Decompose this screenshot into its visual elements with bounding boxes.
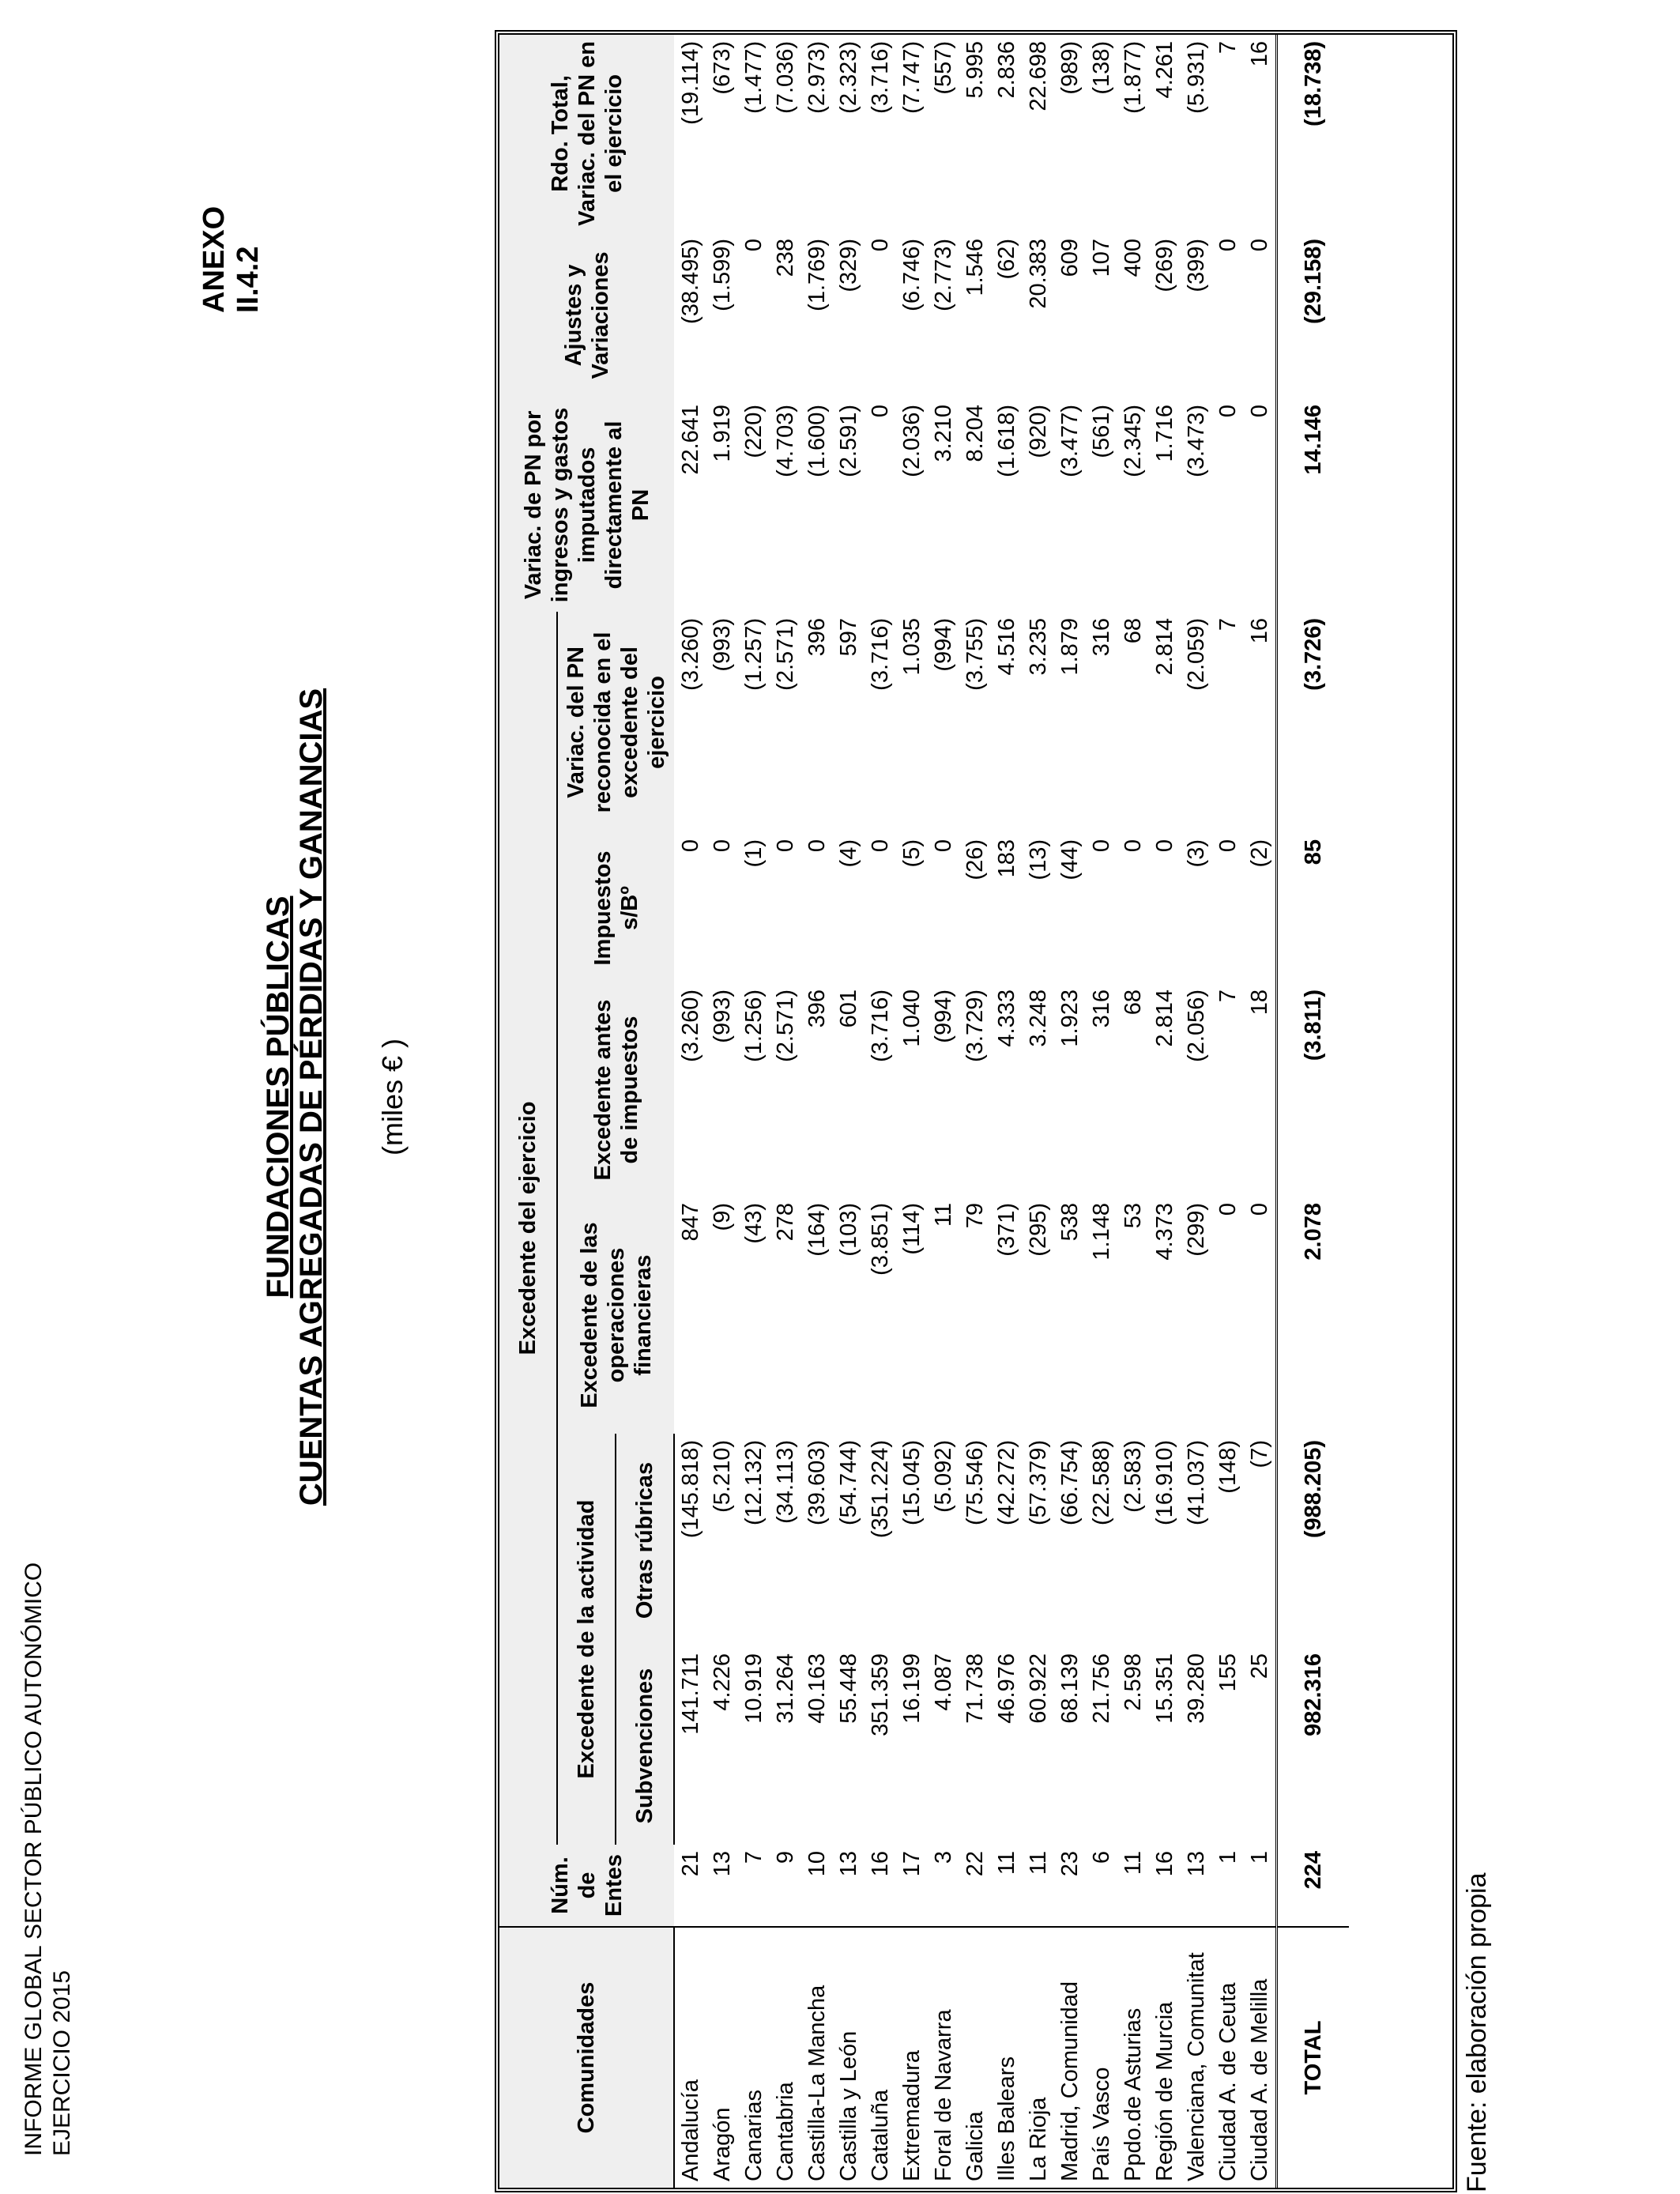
table-cell: 1.919 [710,404,735,462]
table-cell: (399) [1184,238,1209,292]
table-cell: (16.910) [1152,1440,1177,1526]
table-cell: (9) [710,1203,735,1231]
table-cell: (2) [1247,839,1272,868]
table-cell: 1.923 [1057,990,1083,1047]
table-cell: 20.383 [1026,238,1051,309]
table-cell: (164) [804,1203,830,1257]
table-cell: 16.199 [899,1653,925,1724]
table-cell: 0 [1215,839,1241,853]
table-cell: 21 [677,1851,703,1877]
table-cell: 0 [710,839,735,853]
table-cell: 4.516 [994,617,1019,676]
row-label: Cataluña [864,1927,896,2188]
table-cell: 13 [1184,1851,1209,1877]
table-cell: (3.260) [677,617,703,691]
table-cell: (2.973) [804,40,830,114]
table-cell: 0 [1215,1203,1241,1216]
report-year: EJERCICIO 2015 [49,1970,75,2156]
table-cell: 3.235 [1026,617,1051,676]
table-cell: (7.747) [899,40,925,114]
table-cell: 1 [1247,1851,1272,1864]
table-cell: 17 [899,1851,925,1877]
table-cell: 3.210 [931,404,956,462]
table-cell: (22.588) [1089,1440,1114,1526]
table-cell: 8.204 [962,404,988,462]
table-cell: 316 [1089,617,1114,657]
table-cell: (5.931) [1184,40,1209,114]
table-cell: 18 [1247,990,1272,1016]
table-cell: (148) [1215,1440,1241,1494]
table-cell: 7 [1215,990,1241,1003]
table-cell: 351.359 [868,1653,893,1736]
table-cell: 2.814 [1152,617,1177,676]
table-cell: (351.224) [868,1440,893,1539]
table-row [1117,35,1149,2188]
table-cell: (54.744) [836,1440,861,1526]
table-row [864,35,896,2188]
total-cell: (3.726) [1277,612,1350,833]
rotated-page: INFORME GLOBAL SECTOR PÚBLICO AUTONÓMICO EJERCICIO 2015 ANEXO II.4.2 FUNDACIONES PÚBLICAS CUENTAS AGREGADAS DE PÉRDIDAS Y GANANCIAS (miles € ) Comunidades Núm. de Entes Excedente del ejercicio Variac. de PN por ingresos y gastos imputados directamente al PN Ajustes y Variaciones Rdo. Total, Variac. del PN en el ejercicio Excedente de la actividad Excedente de las operaciones financieras Excedente antes de impuestos Impuestos s/Bº Variac. del PN reconocida en el excedente del ejercicio Subvenciones Otras rúbricas Andalucía 21 141.711 (145.818) 847 (3.260) 0 (3.260) 22.641 (38.495) (19.114) Aragón 13 4.226 (5.210) (9) (993) 0 (993) 1.919 (1.599) (673) Canarias 7 10.919 (12.132) (43) (1.256) (1) (1.257) (220) 0 (1.477) Cantabria 9 31.264 (34.113) 278 (2.571) 0 (2.571) (4.703) 238 (7.036) Castilla-La Mancha 10 40.163 (39.603) (164) 396 0 396 (1.600) (1.769) (2.973) Castilla y León 13 55.448 (54.744) (103) 601 (4) 597 (2.591) (329) (2.323) Cataluña 16 351.359 (351.224) (3.851) (3.716) 0 (3.716) 0 0 (3.716) Extremadura 17 16.199 (15.045) (114) 1.040 (5) 1.035 (2.036) (6.746) (7.747) Foral de Navarra 3 4.087 (5.092) 11 (994) 0 (994) 3.210 (2.773) (557) Galicia 22 71.738 (75.546) 79 (3.729) (26) (3.755) 8.204 1.546 5.995 Illes Balears 11 46.976 (42.272) (371) 4.333 183 4.516 (1.618) (62) 2.836 La Rioja 11 60.922 (57.379) (295) 3.248 (13) 3.235 (920) 20.383 22.698 Madrid, Comunidad 23 68.139 (66.754) 538 1.923 (44) 1.879 (3.477) 609 (989) País Vasco 6 21.756 (22.588) 1.148 316 0 316 (561) 107 (138) Ppdo.de Asturias 11 2.598 (2.583) 53 68 0 68 (2.345) 400 (1.877) Región de Murcia 16 15.351 (16.910) 4.373 2.814 0 2.814 1.716 (269) 4.261 Valenciana, Comunitat 13 39.280 (41.037) (299) (2.056) (3) (2.059) (3.473) (399) (5.931) Ciudad A. de Ceuta 1 155 (148) 0 7 0 7 0 0 7 Ciudad A. de Melilla 1 25 (7) 0 18 (2) 16 0 0 16 TOTAL 224 982.316 (988.205) 2.078 (3.811) 85 (3.726) 14.146 (29.158) (18.738) Fuente: elaboración propia [0,0,1680,2194]
table-cell: 1.035 [899,617,925,676]
table-cell: 25 [1247,1653,1272,1679]
table-cell: 7 [1215,40,1241,55]
table-cell: (4) [836,839,861,868]
header-variac-reconocida: Variac. del PN reconocida en el excedente del ejercicio [557,612,674,833]
table-cell: (7) [1247,1440,1272,1468]
table-row [674,35,706,2188]
table-cell: 79 [962,1203,988,1229]
header-excedente-ejercicio: Excedente del ejercicio [499,612,557,1845]
table-cell: (269) [1152,238,1177,292]
table-cell: (1.877) [1121,40,1146,114]
table-cell: 107 [1089,238,1114,277]
table-cell: (5.210) [710,1440,735,1513]
total-cell: 85 [1277,833,1350,983]
table-cell: 0 [1121,839,1146,853]
table-cell: 10 [804,1851,830,1877]
table-cell: 21.756 [1089,1653,1114,1724]
table-cell: (75.546) [962,1440,988,1526]
row-label: Extremadura [896,1927,928,2188]
table-cell: (989) [1057,40,1083,95]
table-cell: 396 [804,617,830,657]
header-ajustes: Ajustes y Variaciones [499,232,674,398]
table-cell: 11 [931,1203,956,1227]
table-cell: 0 [931,839,956,853]
table-cell: 4.333 [994,990,1019,1047]
row-label: Illes Balears [991,1927,1023,2188]
table-cell: 7 [1215,617,1241,631]
table-row [1149,35,1181,2188]
total-cell: (18.738) [1277,35,1350,232]
table-row [1023,35,1054,2188]
header-variac-ingresos: Variac. de PN por ingresos y gastos imputados directamente al PN [499,398,674,612]
total-cell: 14.146 [1277,398,1350,612]
row-label: Madrid, Comunidad [1054,1927,1086,2188]
table-row [833,35,864,2188]
table-cell: (993) [710,617,735,672]
table-cell: 22.641 [677,404,703,475]
table-cell: (1.257) [741,617,767,691]
table-cell: 0 [868,839,893,853]
table-cell: 0 [804,839,830,853]
table-cell: 601 [836,990,861,1028]
table-cell: 0 [868,238,893,252]
table-cell: (1.618) [994,404,1019,477]
table-cell: 53 [1121,1203,1146,1229]
header-num-entes: Núm. de Entes [499,1845,674,1927]
table-cell: (3.477) [1057,404,1083,477]
table-cell: 23 [1057,1851,1083,1877]
table-cell: 6 [1089,1851,1114,1864]
table-cell: 1.546 [962,238,988,296]
table-cell: (2.773) [931,238,956,311]
table-cell: 238 [773,238,798,277]
total-cell: (988.205) [1277,1434,1350,1647]
table-row [1086,35,1117,2188]
table-cell: (43) [741,1203,767,1244]
table-row [896,35,928,2188]
table-cell: 2.814 [1152,990,1177,1047]
row-label: Región de Murcia [1149,1927,1181,2188]
table-cell: (39.603) [804,1440,830,1526]
table-row [738,35,770,2188]
table-cell: 0 [1247,404,1272,418]
table-cell: (2.323) [836,40,861,114]
table-cell: (295) [1026,1203,1051,1257]
table-cell: (2.056) [1184,990,1209,1062]
table-cell: 11 [1121,1851,1146,1875]
table-cell: 68.139 [1057,1653,1083,1724]
table-cell: 3.248 [1026,990,1051,1047]
table-cell: 1.716 [1152,404,1177,462]
table-cell: 60.922 [1026,1653,1051,1724]
table-cell: (1.477) [741,40,767,114]
table-cell: (3.851) [868,1203,893,1276]
table-cell: (44) [1057,839,1083,880]
table-cell: 0 [868,404,893,418]
header-excedente-actividad: Excedente de la actividad [557,1434,616,1845]
table-cell: (1.599) [710,238,735,311]
table-cell: (103) [836,1203,861,1257]
table-cell: (3.716) [868,990,893,1062]
table-cell: 0 [773,839,798,853]
table-cell: 40.163 [804,1653,830,1724]
table-cell: 597 [836,617,861,657]
table-cell: (3.473) [1184,404,1209,477]
table-cell: 13 [836,1851,861,1877]
table-cell: (34.113) [773,1440,798,1524]
table-cell: (62) [994,238,1019,280]
table-cell: (1.256) [741,990,767,1062]
table-cell: (38.495) [677,238,703,324]
table-cell: 0 [1215,238,1241,252]
table-cell: 22 [962,1851,988,1877]
table-cell: (138) [1089,40,1114,95]
table-cell: 1.148 [1089,1203,1114,1261]
table-cell: 68 [1121,617,1146,644]
table-cell: (1.600) [804,404,830,477]
table-cell: (41.037) [1184,1440,1209,1526]
row-label: Aragón [706,1927,738,2188]
table-cell: 16 [1247,617,1272,644]
source-note: Fuente: elaboración propia [1462,1872,1492,2192]
total-cell: (3.811) [1277,983,1350,1197]
table-cell: 2.598 [1121,1653,1146,1711]
row-label: Andalucía [674,1927,706,2188]
table-cell: 3 [931,1851,956,1864]
table-cell: 0 [741,238,767,252]
table-cell: 316 [1089,990,1114,1028]
table-cell: 0 [1247,238,1272,252]
table-cell: 16 [1152,1851,1177,1877]
table-cell: 141.711 [678,1653,703,1735]
table-cell: 155 [1215,1653,1241,1692]
table-cell: 183 [994,839,1019,878]
table-cell: (12.132) [741,1440,767,1526]
table-cell: 11 [1026,1851,1051,1875]
table-cell: 4.261 [1152,40,1177,99]
table-cell: (19.114) [677,40,703,125]
table-cell: 22.698 [1026,40,1051,111]
table-cell: (2.345) [1121,404,1146,477]
table-cell: 1.879 [1057,617,1083,676]
table-cell: (66.754) [1057,1440,1083,1526]
table-cell: 4.226 [710,1653,735,1711]
table-cell: 71.738 [962,1653,988,1724]
table-row [770,35,801,2188]
total-cell: 224 [1277,1845,1350,1927]
table-cell: 68 [1121,990,1146,1016]
table-row [706,35,738,2188]
table-cell: (42.272) [994,1440,1019,1526]
header-comunidades: Comunidades [499,1927,674,2188]
table-cell: 4.087 [931,1653,956,1711]
header-otras-rubricas: Otras rúbricas [616,1434,674,1647]
row-label: Ciudad A. de Melilla [1244,1927,1277,2188]
total-cell: (29.158) [1277,232,1350,398]
table-cell: 2.836 [994,40,1019,99]
table-cell: 0 [677,839,703,853]
table-cell: 31.264 [773,1653,798,1724]
table-row [991,35,1023,2188]
table-cell: (3.260) [677,990,703,1062]
table-cell: 0 [1089,839,1114,853]
table-cell: 0 [1152,839,1177,853]
table-cell: (673) [710,40,735,95]
table-cell: 396 [804,990,830,1028]
table-cell: 13 [710,1851,735,1877]
table-row [1212,35,1244,2188]
table-cell: (15.045) [899,1440,925,1526]
total-row [1277,35,1350,2188]
table-cell: (220) [741,404,767,458]
table-cell: (2.571) [773,617,798,691]
table-cell: (5.092) [931,1440,956,1513]
table-cell: (13) [1026,839,1051,880]
table-cell: (1.769) [804,238,830,311]
row-label: Foral de Navarra [928,1927,959,2188]
table-cell: (993) [710,990,735,1043]
header-rdo-total: Rdo. Total, Variac. del PN en el ejercicio [499,35,674,232]
table-cell: 15.351 [1152,1653,1177,1724]
table-cell: (994) [931,990,956,1043]
row-label: Castilla y León [833,1927,864,2188]
row-label: Canarias [738,1927,770,2188]
table-cell: (5) [899,839,925,868]
row-label: La Rioja [1023,1927,1054,2188]
table-cell: 0 [1247,1203,1272,1216]
table-cell: (145.818) [678,1440,703,1539]
table-cell: (3) [1184,839,1209,868]
total-label: TOTAL [1277,1927,1350,2188]
table-cell: 847 [677,1203,703,1242]
table-cell: 11 [994,1851,1019,1875]
table-cell: 609 [1057,238,1083,277]
table-cell: 9 [773,1851,798,1864]
table-cell: (3.729) [962,990,988,1062]
data-table [499,35,1349,2188]
page-title: FUNDACIONES PÚBLICAS [261,895,296,1299]
table-cell: (2.591) [836,404,861,477]
table-cell: (2.583) [1121,1440,1146,1513]
table-cell: (994) [931,617,956,672]
data-table-frame [495,30,1457,2192]
table-row [1244,35,1277,2188]
table-body [674,35,1277,2188]
table-cell: (2.059) [1184,617,1209,691]
table-cell: 1 [1215,1851,1241,1864]
header-exc-antes-imp: Excedente antes de impuestos [557,983,674,1197]
table-cell: (3.755) [962,617,988,691]
table-row [801,35,833,2188]
table-cell: (2.571) [773,990,798,1062]
table-cell: (557) [931,40,956,95]
table-cell: (329) [836,238,861,292]
row-label: Galicia [959,1927,991,2188]
table-cell: 46.976 [994,1653,1019,1724]
table-row [1054,35,1086,2188]
table-cell: 4.373 [1152,1203,1177,1261]
table-cell: 400 [1121,238,1146,277]
table-cell: (26) [962,839,988,880]
table-cell: (7.036) [773,40,798,114]
row-label: Valenciana, Comunitat [1181,1927,1212,2188]
table-row [928,35,959,2188]
table-cell: 7 [741,1851,767,1864]
table-cell: 39.280 [1184,1653,1209,1724]
table-cell: (299) [1184,1203,1209,1257]
total-cell: 2.078 [1277,1197,1350,1434]
table-cell: 16 [1247,40,1272,67]
table-cell: 538 [1057,1203,1083,1242]
header-subvenciones: Subvenciones [616,1647,674,1845]
row-label: Cantabria [770,1927,801,2188]
table-row [959,35,991,2188]
table-cell: (3.716) [868,617,893,691]
table-cell: (920) [1026,404,1051,458]
table-cell: 278 [773,1203,798,1242]
row-label: País Vasco [1086,1927,1117,2188]
report-header: INFORME GLOBAL SECTOR PÚBLICO AUTONÓMICO [21,1562,47,2156]
page-subtitle: CUENTAS AGREGADAS DE PÉRDIDAS Y GANANCIAS [294,688,329,1506]
table-cell: (3.716) [868,40,893,114]
row-label: Ppdo.de Asturias [1117,1927,1149,2188]
table-cell: 55.448 [836,1653,861,1724]
units-label: (miles € ) [376,1039,409,1156]
table-cell: (2.036) [899,404,925,477]
table-cell: (57.379) [1026,1440,1051,1526]
table-cell: (114) [899,1203,925,1255]
table-cell: 5.995 [962,40,988,99]
row-label: Castilla-La Mancha [801,1927,833,2188]
table-row [1181,35,1212,2188]
header-exc-oper-fin: Excedente de las operaciones financieras [557,1197,674,1434]
header-impuestos: Impuestos s/Bº [557,833,674,983]
row-label: Ciudad A. de Ceuta [1212,1927,1244,2188]
table-cell: 16 [868,1851,893,1877]
table-cell: (1) [741,839,767,868]
table-cell: (4.703) [773,404,798,477]
table-cell: (371) [994,1203,1019,1257]
table-cell: (6.746) [899,238,925,311]
total-cell: 982.316 [1277,1647,1350,1845]
table-cell: 0 [1215,404,1241,418]
table-cell: 1.040 [899,990,925,1047]
table-cell: 10.919 [741,1653,767,1724]
table-cell: (561) [1089,404,1114,458]
